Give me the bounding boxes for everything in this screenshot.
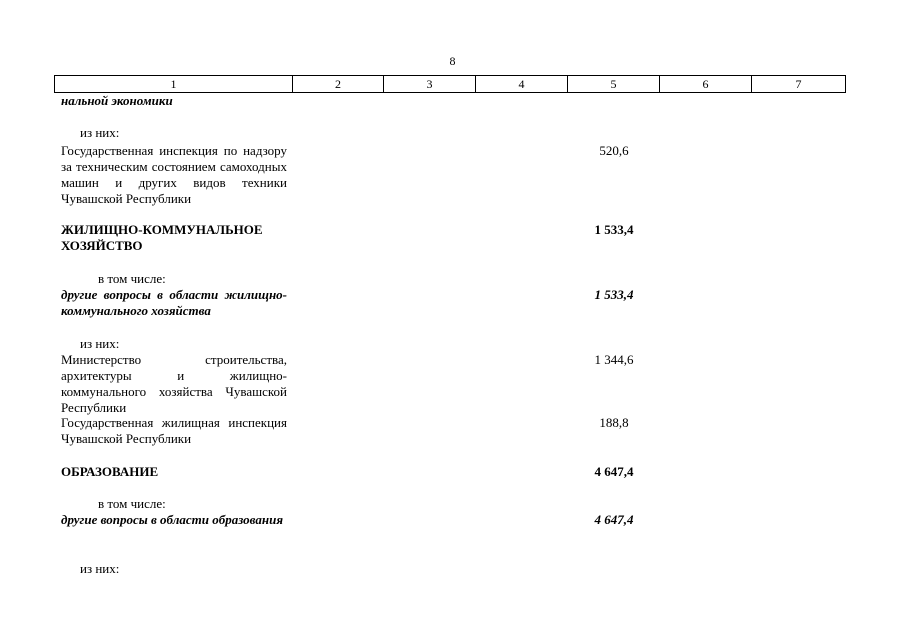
row-value: 4 647,4 [594, 512, 634, 527]
row-label: из них: [80, 125, 120, 140]
column-header-1: 1 [55, 76, 293, 93]
row-label: нальной экономики [61, 93, 173, 108]
row-value: 1 533,4 [594, 287, 634, 302]
row-label: из них: [80, 336, 120, 351]
row-value: 520,6 [599, 143, 629, 158]
column-header-3: 3 [384, 76, 476, 93]
column-header-row [55, 76, 846, 93]
row-label: ЖИЛИЩНО-КОММУНАЛЬНОЕ ХОЗЯЙСТВО [61, 222, 263, 253]
row-label: Министерство строительства, архитектуры и жилищно-коммунального хозяйства Чувашской Республики [61, 352, 287, 415]
column-header-2: 2 [293, 76, 384, 93]
column-header-6: 6 [660, 76, 752, 93]
row-label: другие вопросы в области жилищно-коммунального хозяйства [61, 287, 287, 318]
column-header-4: 4 [476, 76, 568, 93]
row-label: в том числе: [98, 271, 166, 286]
row-label: Государственная жилищная инспекция Чувашской Республики [61, 415, 287, 446]
row-label: из них: [80, 561, 120, 576]
column-header-5: 5 [568, 76, 660, 93]
row-value: 4 647,4 [594, 464, 634, 479]
row-label: другие вопросы в области образования [61, 512, 284, 527]
row-label: в том числе: [98, 496, 166, 511]
row-value: 1 344,6 [594, 352, 634, 367]
row-label: Государственная инспекция по надзору за техническим состоянием самоходных машин и других видов техники Чувашской Республики [61, 143, 287, 206]
row-label: ОБРАЗОВАНИЕ [61, 464, 159, 479]
page-number: 8 [449, 54, 456, 68]
column-header-table [54, 75, 846, 93]
row-value: 188,8 [599, 415, 629, 430]
row-value: 1 533,4 [594, 222, 634, 237]
column-header-7: 7 [752, 76, 846, 93]
